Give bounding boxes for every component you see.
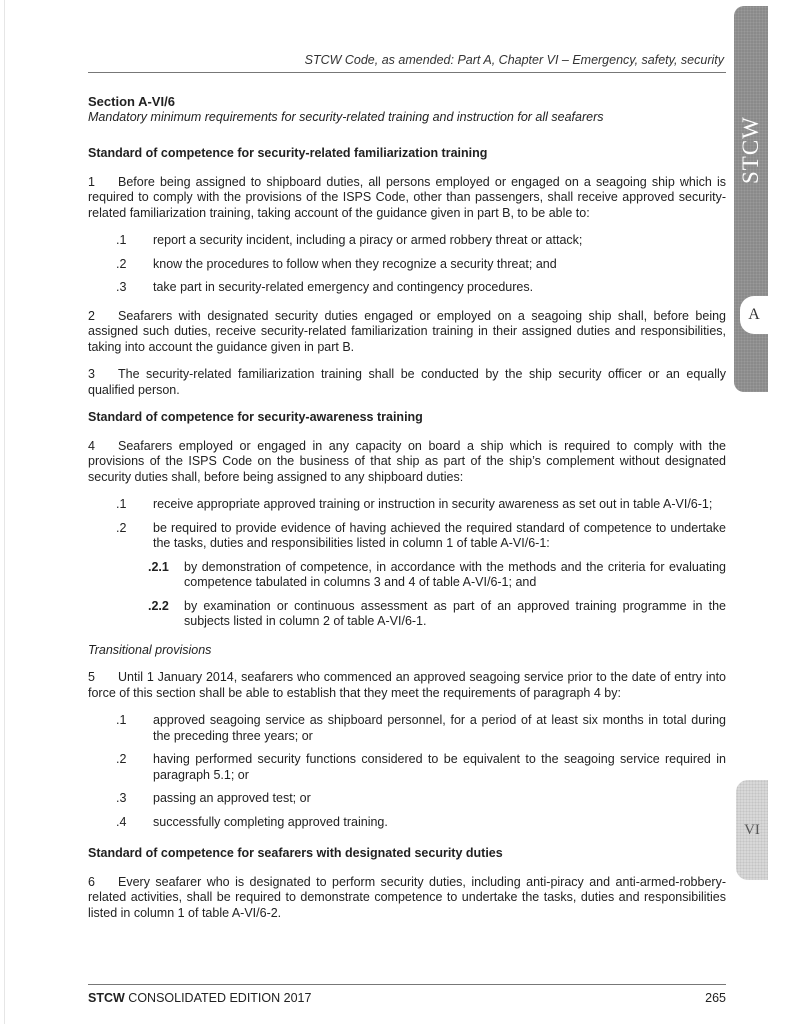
paragraph-2 bbox=[88, 309, 726, 356]
paragraph-number: 1 bbox=[88, 174, 95, 189]
page-number: 265 bbox=[705, 991, 726, 1005]
item-mark: .3 bbox=[116, 280, 127, 294]
paragraph-text: The security-related familiarization training shall be conducted by the ship security officer or an equally qualified person. bbox=[88, 367, 726, 397]
footer-edition bbox=[88, 991, 311, 1005]
item-text: successfully completing approved training. bbox=[153, 814, 388, 829]
footer-edition-rest: CONSOLIDATED EDITION 2017 bbox=[124, 991, 312, 1005]
heading-designated-duties: Standard of competence for seafarers with designated security duties bbox=[88, 846, 503, 860]
paragraph-4 bbox=[88, 439, 726, 486]
list-item bbox=[116, 791, 726, 807]
item-text: by demonstration of competence, in accordance with the methods and the criteria for evaluating competence tabulated in columns 3 and 4 of table A-VI/6-1; and bbox=[184, 559, 726, 589]
section-title: Section A-VI/6 bbox=[88, 94, 175, 109]
thumb-tab-stcw-code bbox=[734, 6, 789, 392]
paragraph-number: 4 bbox=[88, 438, 95, 453]
sub-list-item bbox=[148, 560, 726, 591]
paragraph-text: Before being assigned to shipboard duties, all persons employed or engaged on a seagoing ship which is required to comply with the provisions of the ISPS Code, other than passengers, shall receive approved security-related familiarization training, taking account of the guidance given in part B, to be able to: bbox=[88, 174, 726, 220]
footer-edition-bold: STCW bbox=[88, 991, 125, 1005]
item-mark: .1 bbox=[116, 713, 127, 727]
list-item bbox=[116, 521, 726, 552]
item-mark: .2.2 bbox=[148, 598, 169, 613]
list-item bbox=[116, 497, 726, 513]
item-text: by examination or continuous assessment as part of an approved training programme in the subjects listed in column 2 of table A-VI/6-1. bbox=[184, 598, 726, 628]
item-mark: .1 bbox=[116, 497, 127, 511]
item-mark: .3 bbox=[116, 791, 127, 805]
paragraph-text: Every seafarer who is designated to perform security duties, including anti-piracy and anti-armed-robbery-related activities, shall be required to demonstrate competence to undertake the tasks, duties and responsibilities listed in column 1 of table A-VI/6-2. bbox=[88, 874, 726, 920]
item-text: report a security incident, including a piracy or armed robbery threat or attack; bbox=[153, 233, 583, 247]
item-text: know the procedures to follow when they recognize a security threat; and bbox=[153, 256, 557, 271]
item-mark: .4 bbox=[116, 814, 127, 829]
section-subtitle: Mandatory minimum requirements for security-related training and instruction for all seafarers bbox=[88, 109, 604, 124]
item-text: having performed security functions considered to be equivalent to the seagoing service required in paragraph 5.1; or bbox=[153, 752, 726, 782]
list-item bbox=[116, 280, 726, 296]
list-item bbox=[116, 713, 726, 744]
paragraph-text: Seafarers employed or engaged in any capacity on board a ship which is required to comply with the provisions of the ISPS Code on the business of that ship as part of the ship’s complement without designated security duties shall, before being assigned to any shipboard duties: bbox=[88, 438, 726, 484]
paragraph-6 bbox=[88, 875, 726, 922]
body-content bbox=[88, 94, 726, 933]
item-mark: .2.1 bbox=[148, 559, 169, 574]
paragraph-number: 3 bbox=[88, 367, 95, 381]
paragraph-1 bbox=[88, 175, 726, 222]
sub-list-item bbox=[148, 599, 726, 630]
paragraph-number: 5 bbox=[88, 670, 95, 684]
list-item bbox=[116, 257, 726, 273]
item-text: be required to provide evidence of having achieved the required standard of competence to undertake the tasks, duties and responsibilities listed in column 1 of table A-VI/6-1: bbox=[153, 520, 726, 550]
header-rule bbox=[88, 72, 726, 73]
paragraph-number: 6 bbox=[88, 874, 95, 889]
item-text: receive appropriate approved training or instruction in security awareness as set out in table A-VI/6-1; bbox=[153, 497, 713, 511]
thumb-tab-stcw-label: STCW CODE bbox=[738, 116, 789, 184]
scan-edge-line bbox=[4, 0, 5, 1024]
paragraph-text: Until 1 January 2014, seafarers who commenced an approved seagoing service prior to the date of entry into force of this section shall be able to establish that they meet the requirements of paragraph 4 by: bbox=[88, 670, 726, 700]
paragraph-3 bbox=[88, 367, 726, 398]
heading-transitional-provisions: Transitional provisions bbox=[88, 642, 212, 657]
paragraph-number: 2 bbox=[88, 308, 95, 323]
thumb-tab-part-a: A bbox=[740, 296, 768, 334]
heading-awareness: Standard of competence for security-awareness training bbox=[88, 410, 423, 424]
item-mark: .2 bbox=[116, 520, 127, 535]
item-mark: .1 bbox=[116, 233, 127, 247]
thumb-tab-chapter-vi: VI bbox=[736, 780, 768, 880]
item-mark: .2 bbox=[116, 752, 127, 766]
list-item bbox=[116, 233, 726, 249]
paragraph-5 bbox=[88, 670, 726, 701]
footer-rule bbox=[88, 984, 726, 985]
paragraph-text: Seafarers with designated security duties engaged or employed on a seagoing ship shall, before being assigned such duties, receive security-related familiarization training in their assigned duties and responsibilities, taking into account the guidance given in part B. bbox=[88, 308, 726, 354]
list-item bbox=[116, 815, 726, 831]
item-mark: .2 bbox=[116, 256, 127, 271]
item-text: passing an approved test; or bbox=[153, 791, 311, 805]
heading-familiarization: Standard of competence for security-related familiarization training bbox=[88, 146, 488, 160]
item-text: take part in security-related emergency and contingency procedures. bbox=[153, 280, 534, 294]
running-header: STCW Code, as amended: Part A, Chapter VI – Emergency, safety, security bbox=[304, 53, 724, 67]
item-text: approved seagoing service as shipboard personnel, for a period of at least six months in total during the preceding three years; or bbox=[153, 713, 726, 743]
list-item bbox=[116, 752, 726, 783]
